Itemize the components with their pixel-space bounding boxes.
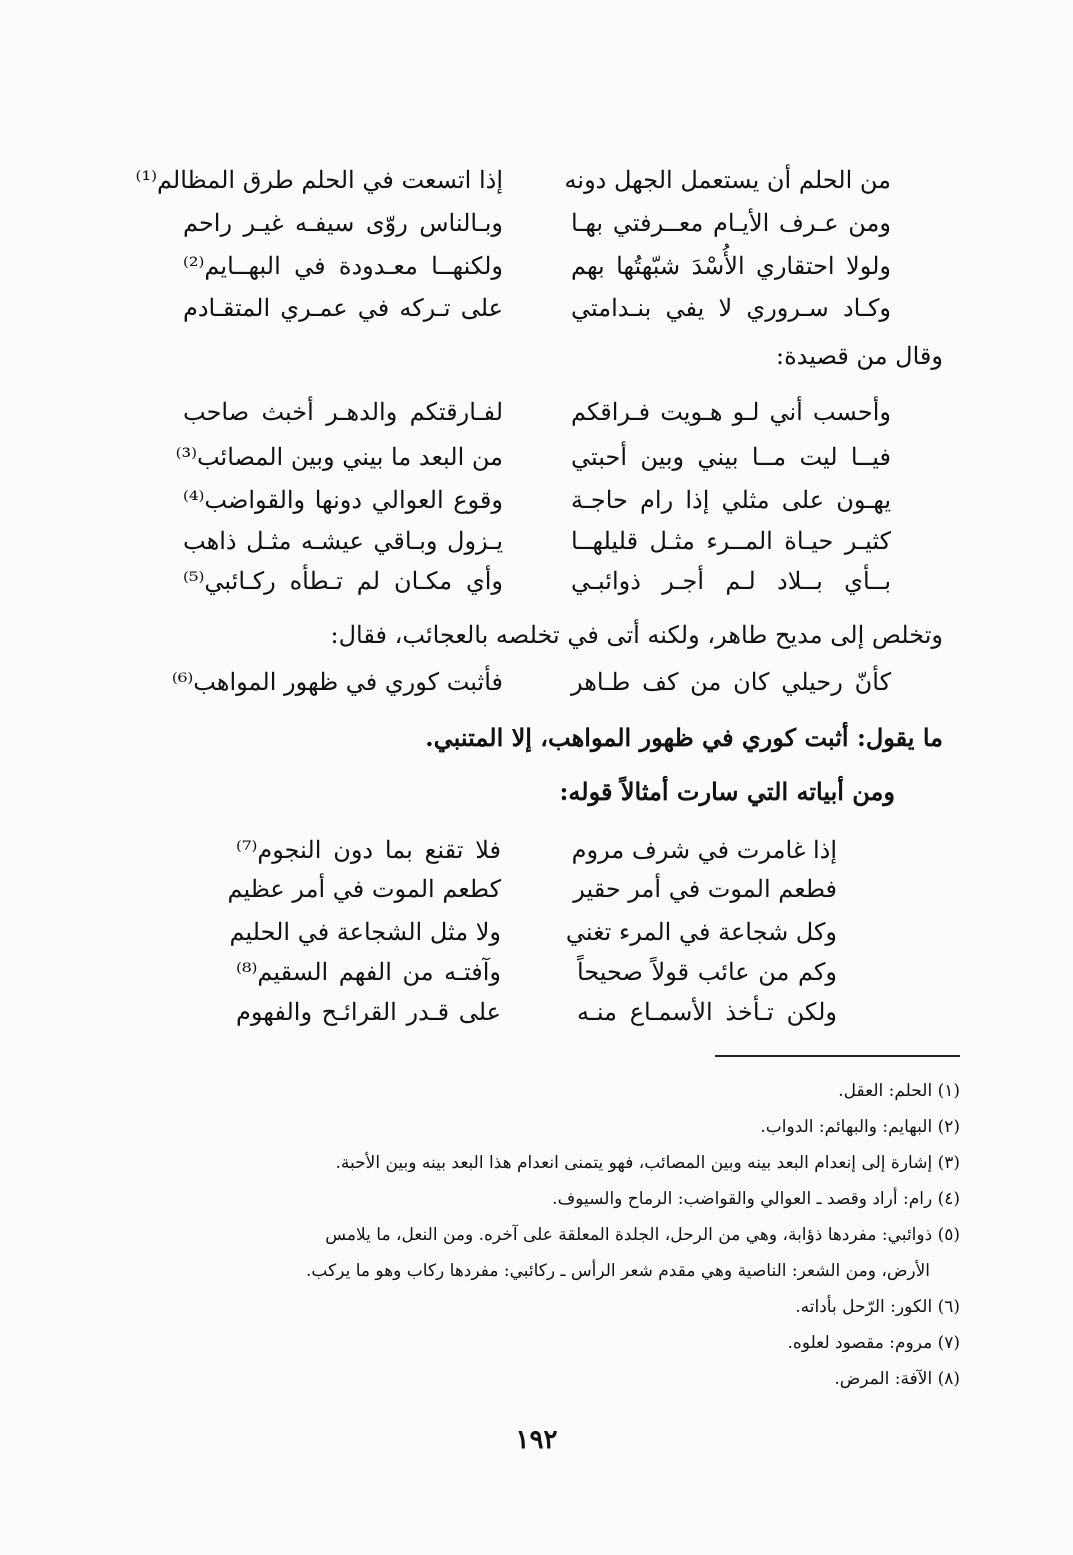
verse-second-hemistich: وبـالناس روّى سيفـه غيـر راحم [183,209,503,237]
verse-line [0,160,1073,200]
verse-line [0,662,1073,702]
verse-second-hemistich: على قـدر القرائـح والفهوم [236,998,501,1026]
verse-first-hemistich: بــأي بــلاد لـم أجـر ذوائبـي [571,567,891,595]
footnote: (٨) الآفة: المرض. [834,1369,960,1389]
verse-first-hemistich: كثيـر حيـاة المــرء مثـل قليلهــا [571,527,891,555]
verse-first-hemistich: فيــا ليت مــا بيني وبين أحبتي [571,443,891,471]
verse-first-hemistich: ولولا احتقاري الأُسْدَ شبّهتُها بهم [571,252,891,280]
comment-text: ما يقول: أثبت كوري في ظهور المواهب، إلا المتنبي. [425,723,943,752]
verse-second-hemistich: وآفتـه من الفهم السقيم⁽⁸⁾ [236,958,501,986]
footnote: (٣) إشارة إلى إنعدام البعد بينه وبين المصائب، فهو يتمنى انعدام هذا البعد بينه وبين الأحبة. [335,1153,960,1173]
verse-first-hemistich: ومن عـرف الأيـام معــرفتي بهـا [571,209,891,237]
verse-second-hemistich: فأثبت كوري في ظهور المواهب⁽⁶⁾ [171,668,503,696]
verse-line [0,480,1073,520]
page-number: ١٩٢ [515,1425,558,1455]
footnote: (١) الحلم: العقل. [838,1081,960,1101]
verse-second-hemistich: ولا مثل الشجاعة في الحليم [229,918,501,946]
footnotes [130,1073,960,1397]
footnote: (٦) الكور: الرّحل بأداته. [795,1297,960,1317]
verse-line [0,869,1073,909]
verse-first-hemistich: فطعم الموت في أمر حقير [573,875,837,903]
verse-first-hemistich: كأنّ رحيلي كان من كف طـاهر [571,668,891,696]
verse-second-hemistich: وأي مكـان لم تـطأه ركـائبي⁽⁵⁾ [183,567,503,595]
verse-line [0,203,1073,243]
verse-line [0,561,1073,601]
verse-first-hemistich: وأحسب أني لـو هـويت فـراقكم [571,398,891,426]
verse-second-hemistich: من البعد ما بيني وبين المصائب⁽³⁾ [175,443,503,471]
footnote: (٥) ذوائبي: مفردها ذؤابة، وهي من الرحل، الجلدة المعلقة على آخره. ومن النعل، ما يلامس [325,1225,960,1245]
footnote-continuation: الأرض، ومن الشعر: الناصية وهي مقدم شعر الرأس ـ ركائبي: مفردها ركاب وهو ما يركب. [306,1261,930,1281]
verse-first-hemistich: وكم من عائب قولاً صحيحاً [577,958,837,986]
verse-second-hemistich: كطعم الموت في أمر عظيم [227,875,501,903]
intro-text: ومن أبياته التي سارت أمثالاً قوله: [559,777,895,806]
verse-line [0,912,1073,952]
intro-text: وتخلص إلى مديح طاهر، ولكنه أتى في تخلصه بالعجائب، فقال: [330,621,943,649]
verse-first-hemistich: ولكن تـأخذ الأسمـاع منـه [577,998,837,1026]
verse-first-hemistich: وكـاد سـروري لا يفي بنـدامتي [571,294,891,322]
verse-line [0,830,1073,870]
verse-second-hemistich: فلا تقنع بما دون النجوم⁽⁷⁾ [236,836,501,864]
verse-first-hemistich: إذا غامرت في شرف مروم [571,836,837,864]
footnote-divider [715,1055,960,1057]
verse-line [0,952,1073,992]
verse-second-hemistich: لفـارقتكم والدهـر أخبث صاحب [183,398,503,426]
verse-second-hemistich: وقوع العوالي دونها والقواضب⁽⁴⁾ [183,486,503,514]
verse-second-hemistich: على تـركه في عمـري المتقـادم [183,294,503,322]
verse-second-hemistich: ولكنهــا معـدودة في البهــايم⁽²⁾ [183,252,503,280]
verse-first-hemistich: يهـون على مثلي إذا رام حاجـة [571,486,891,514]
verse-line [0,246,1073,286]
verse-first-hemistich: من الحلم أن يستعمل الجهل دونه [564,166,891,194]
footnote: (٧) مروم: مقصود لعلوه. [787,1333,960,1353]
verse-line [0,992,1073,1032]
intro-text: وقال من قصيدة: [776,342,943,370]
verse-first-hemistich: وكل شجاعة في المرء تغني [565,918,837,946]
footnote: (٢) البهايم: والبهائم: الدواب. [760,1117,960,1137]
verse-line [0,288,1073,328]
verse-line [0,392,1073,432]
verse-line [0,521,1073,561]
verse-second-hemistich: يـزول وبـاقي عيشـه مثـل ذاهب [183,527,503,555]
footnote: (٤) رام: أراد وقصد ـ العوالي والقواضب: الرماح والسيوف. [552,1189,960,1209]
verse-second-hemistich: إذا اتسعت في الحلم طرق المظالم⁽¹⁾ [135,166,503,194]
verse-line [0,437,1073,477]
